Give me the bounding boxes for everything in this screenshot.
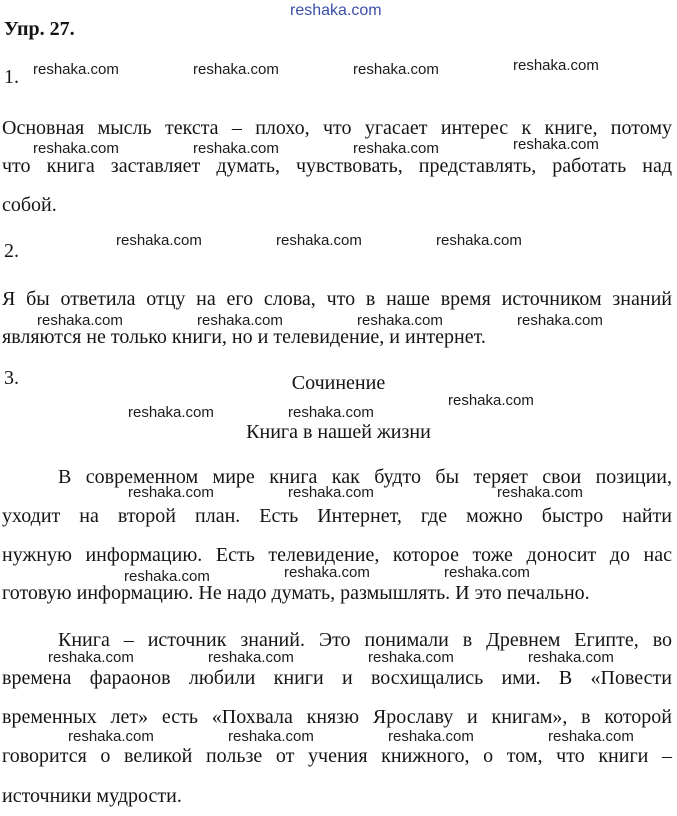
watermark: reshaka.com: [124, 568, 210, 585]
watermark: reshaka.com: [116, 232, 202, 249]
section-2-line-1: Я бы ответила отцу на его слова, что в наше время источником знаний: [2, 288, 672, 310]
watermark: reshaka.com: [513, 136, 599, 153]
watermark: reshaka.com: [448, 392, 534, 409]
paragraph-2-line-3: временных лет» есть «Похвала князю Ярославу и книгам», в которой: [2, 706, 672, 728]
watermark: reshaka.com: [436, 232, 522, 249]
watermark: reshaka.com: [128, 404, 214, 421]
essay-title: Книга в нашей жизни: [246, 421, 431, 443]
watermark: reshaka.com: [68, 728, 154, 745]
watermark: reshaka.com: [357, 312, 443, 329]
watermark: reshaka.com: [288, 484, 374, 501]
section-1-number: 1.: [4, 66, 19, 88]
paragraph-1-line-1: В современном мире книга как будто бы теряет свои позиции,: [58, 466, 672, 488]
watermark: reshaka.com: [48, 649, 134, 666]
watermark: reshaka.com: [513, 57, 599, 74]
watermark: reshaka.com: [497, 484, 583, 501]
watermark: reshaka.com: [128, 484, 214, 501]
watermark: reshaka.com: [197, 312, 283, 329]
watermark: reshaka.com: [193, 61, 279, 78]
exercise-title: Упр. 27.: [4, 18, 75, 40]
section-1-line-1: Основная мысль текста – плохо, что угасает интерес к книге, потому: [2, 117, 672, 139]
watermark: reshaka.com: [284, 564, 370, 581]
watermark: reshaka.com: [288, 404, 374, 421]
section-2-line-2: являются не только книги, но и телевидение, и интернет.: [2, 326, 486, 348]
paragraph-1-line-2: уходит на второй план. Есть Интернет, где можно быстро найти: [2, 505, 672, 527]
watermark: reshaka.com: [548, 728, 634, 745]
paragraph-1-line-3: нужную информацию. Есть телевидение, которое тоже доносит до нас: [2, 544, 672, 566]
watermark: reshaka.com: [444, 564, 530, 581]
paragraph-1-line-4: готовую информацию. Не надо думать, размышлять. И это печально.: [2, 582, 590, 604]
watermark: reshaka.com: [228, 728, 314, 745]
watermark: reshaka.com: [37, 312, 123, 329]
watermark: reshaka.com: [208, 649, 294, 666]
watermark: reshaka.com: [353, 140, 439, 157]
watermark: reshaka.com: [276, 232, 362, 249]
watermark: reshaka.com: [193, 140, 279, 157]
watermark: reshaka.com: [517, 312, 603, 329]
paragraph-2-line-1: Книга – источник знаний. Это понимали в Древнем Египте, во: [58, 629, 672, 651]
watermark: reshaka.com: [388, 728, 474, 745]
header-watermark: reshaka.com: [290, 2, 382, 19]
section-2-number: 2.: [4, 240, 19, 262]
watermark: reshaka.com: [368, 649, 454, 666]
essay-label: Сочинение: [291, 372, 386, 394]
paragraph-2-line-2: времена фараонов любили книги и восхищались ими. В «Повести: [2, 667, 672, 689]
section-1-line-2: что книга заставляет думать, чувствовать, представлять, работать над: [2, 155, 672, 177]
watermark: reshaka.com: [33, 140, 119, 157]
watermark: reshaka.com: [353, 61, 439, 78]
paragraph-2-line-4: говорится о великой пользе от учения книжного, о том, что книги –: [2, 745, 672, 767]
section-1-line-3: собой.: [2, 194, 57, 216]
section-3-number: 3.: [4, 367, 19, 389]
paragraph-2-line-5: источники мудрости.: [2, 785, 182, 807]
watermark: reshaka.com: [528, 649, 614, 666]
watermark: reshaka.com: [33, 61, 119, 78]
